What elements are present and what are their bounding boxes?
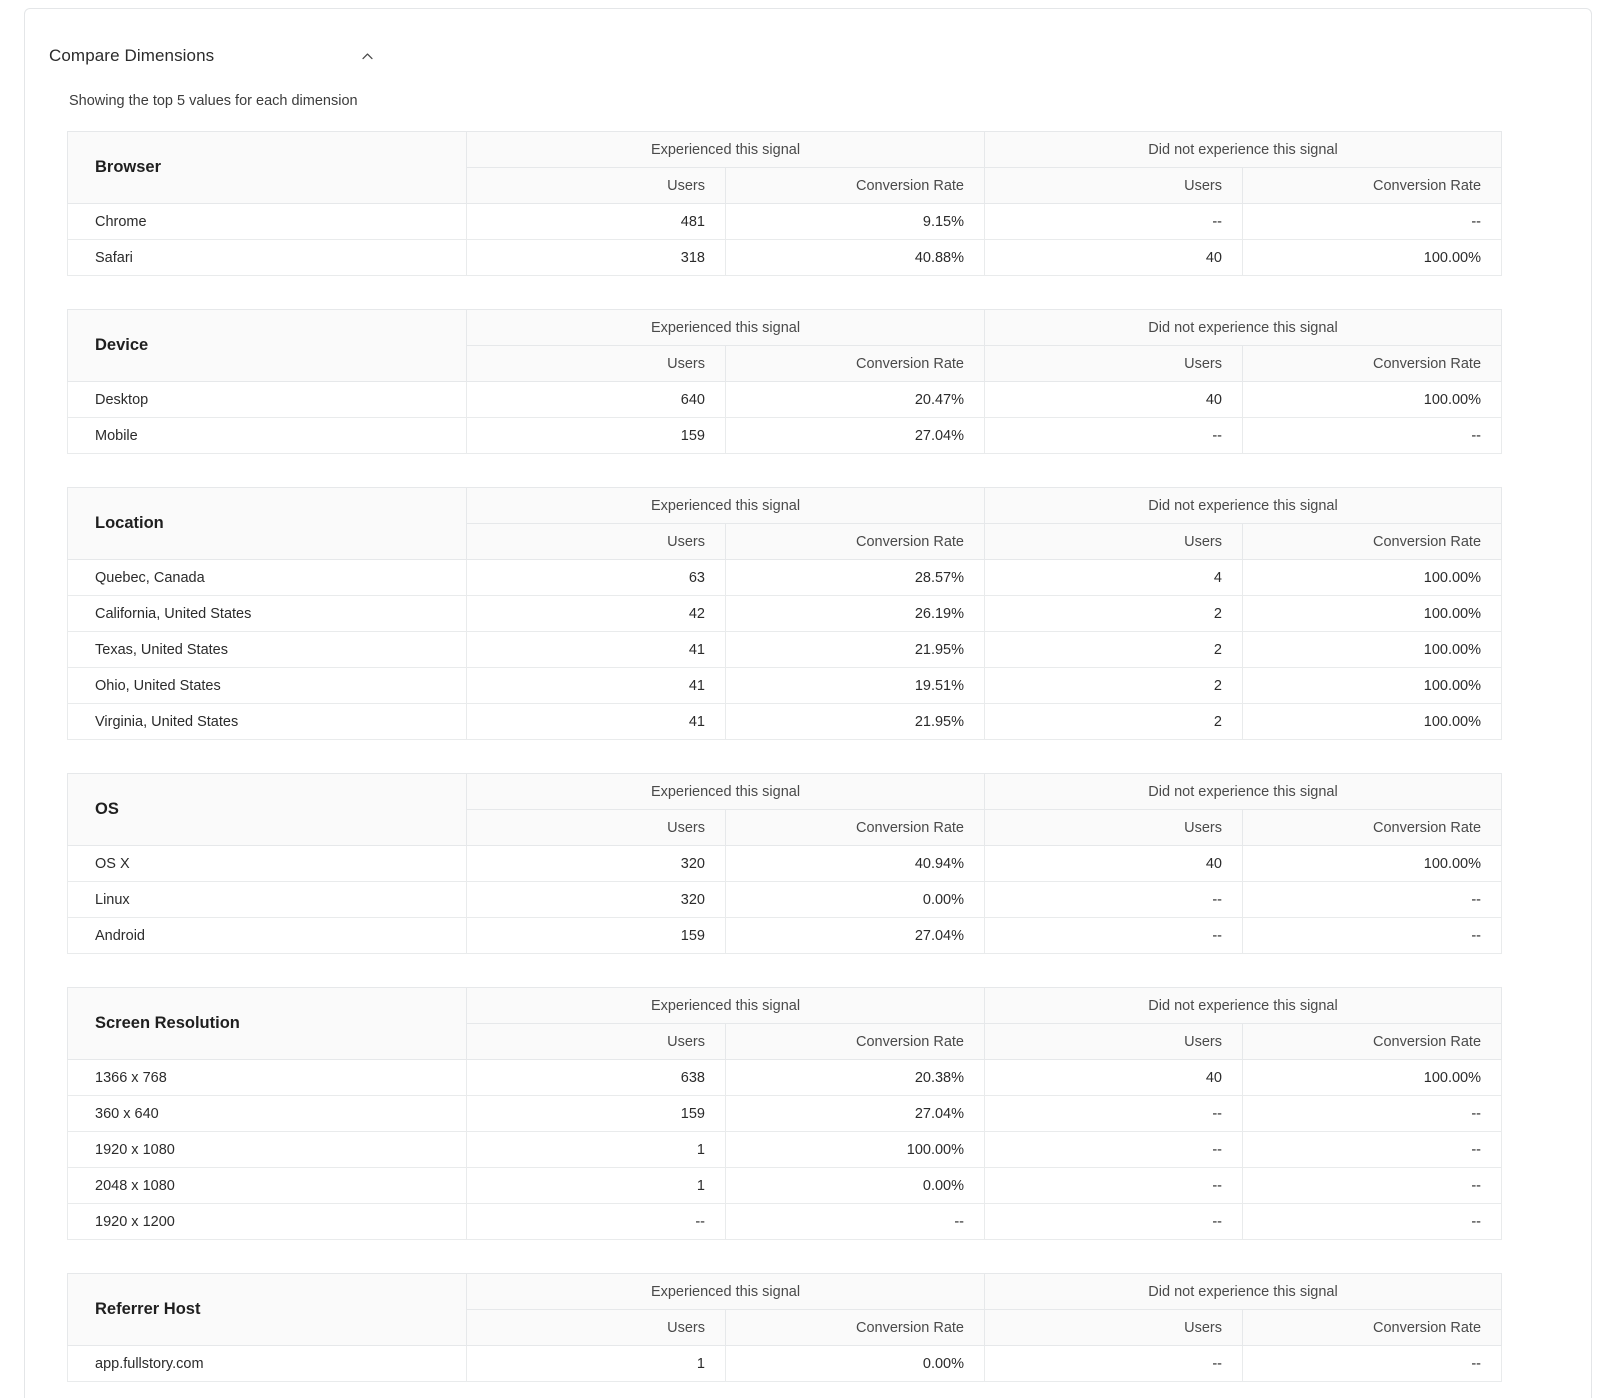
cell-rate-not-experienced: -- bbox=[1243, 882, 1502, 918]
cell-users-experienced: 1 bbox=[467, 1168, 726, 1204]
cell-users-experienced: 41 bbox=[467, 704, 726, 740]
row-label: Mobile bbox=[68, 418, 467, 454]
cell-users-experienced: 1 bbox=[467, 1132, 726, 1168]
cell-users-experienced: 1 bbox=[467, 1346, 726, 1382]
panel-subtitle: Showing the top 5 values for each dimension bbox=[69, 93, 358, 109]
cell-users-not-experienced: -- bbox=[985, 418, 1243, 454]
group-header-not-experienced: Did not experience this signal bbox=[985, 988, 1502, 1024]
row-label: 360 x 640 bbox=[68, 1096, 467, 1132]
group-header-not-experienced: Did not experience this signal bbox=[985, 488, 1502, 524]
cell-users-not-experienced: -- bbox=[985, 882, 1243, 918]
column-header-users-experienced: Users bbox=[467, 1310, 726, 1346]
row-label: 2048 x 1080 bbox=[68, 1168, 467, 1204]
cell-rate-experienced: 9.15% bbox=[726, 204, 985, 240]
group-header-experienced: Experienced this signal bbox=[467, 310, 985, 346]
column-header-rate-not-experienced: Conversion Rate bbox=[1243, 168, 1502, 204]
cell-users-not-experienced: 40 bbox=[985, 382, 1243, 418]
table-row[interactable] bbox=[68, 596, 1502, 632]
cell-rate-not-experienced: 100.00% bbox=[1243, 382, 1502, 418]
cell-rate-experienced: 21.95% bbox=[726, 632, 985, 668]
cell-users-experienced: 41 bbox=[467, 668, 726, 704]
cell-users-not-experienced: 40 bbox=[985, 1060, 1243, 1096]
row-label: Texas, United States bbox=[68, 632, 467, 668]
table-row[interactable] bbox=[68, 1096, 1502, 1132]
cell-rate-not-experienced: -- bbox=[1243, 1346, 1502, 1382]
chevron-up-icon[interactable] bbox=[354, 43, 380, 69]
compare-dimensions-panel bbox=[24, 8, 1592, 1398]
cell-rate-experienced: 0.00% bbox=[726, 1168, 985, 1204]
row-label: app.fullstory.com bbox=[68, 1346, 467, 1382]
cell-users-not-experienced: -- bbox=[985, 1168, 1243, 1204]
cell-rate-not-experienced: 100.00% bbox=[1243, 704, 1502, 740]
group-header-experienced: Experienced this signal bbox=[467, 774, 985, 810]
column-header-users-experienced: Users bbox=[467, 168, 726, 204]
cell-rate-not-experienced: 100.00% bbox=[1243, 632, 1502, 668]
cell-rate-experienced: 27.04% bbox=[726, 418, 985, 454]
column-header-users-not-experienced: Users bbox=[985, 810, 1243, 846]
column-header-rate-not-experienced: Conversion Rate bbox=[1243, 1310, 1502, 1346]
column-header-rate-not-experienced: Conversion Rate bbox=[1243, 524, 1502, 560]
cell-users-experienced: 159 bbox=[467, 1096, 726, 1132]
group-header-not-experienced: Did not experience this signal bbox=[985, 774, 1502, 810]
cell-rate-not-experienced: -- bbox=[1243, 918, 1502, 954]
row-label: 1366 x 768 bbox=[68, 1060, 467, 1096]
row-label: Linux bbox=[68, 882, 467, 918]
column-header-users-not-experienced: Users bbox=[985, 168, 1243, 204]
group-header-not-experienced: Did not experience this signal bbox=[985, 310, 1502, 346]
page-title: Compare Dimensions bbox=[49, 46, 215, 65]
dimension-title: OS bbox=[68, 774, 467, 846]
cell-rate-not-experienced: -- bbox=[1243, 1132, 1502, 1168]
cell-rate-experienced: 40.94% bbox=[726, 846, 985, 882]
cell-users-experienced: 63 bbox=[467, 560, 726, 596]
cell-users-experienced: 320 bbox=[467, 882, 726, 918]
table-row[interactable] bbox=[68, 204, 1502, 240]
cell-users-experienced: 159 bbox=[467, 418, 726, 454]
cell-users-not-experienced: -- bbox=[985, 204, 1243, 240]
cell-users-not-experienced: 2 bbox=[985, 704, 1243, 740]
cell-users-experienced: 159 bbox=[467, 918, 726, 954]
column-header-rate-not-experienced: Conversion Rate bbox=[1243, 346, 1502, 382]
column-header-rate-not-experienced: Conversion Rate bbox=[1243, 810, 1502, 846]
group-header-not-experienced: Did not experience this signal bbox=[985, 1274, 1502, 1310]
row-label: 1920 x 1200 bbox=[68, 1204, 467, 1240]
row-label: Chrome bbox=[68, 204, 467, 240]
cell-rate-not-experienced: 100.00% bbox=[1243, 668, 1502, 704]
cell-users-experienced: 640 bbox=[467, 382, 726, 418]
column-header-rate-experienced: Conversion Rate bbox=[726, 1024, 985, 1060]
column-header-users-not-experienced: Users bbox=[985, 1024, 1243, 1060]
dimension-tables bbox=[67, 131, 1549, 1382]
cell-rate-not-experienced: -- bbox=[1243, 1096, 1502, 1132]
column-header-users-experienced: Users bbox=[467, 524, 726, 560]
cell-users-experienced: 42 bbox=[467, 596, 726, 632]
table-row[interactable] bbox=[68, 1132, 1502, 1168]
table-row[interactable] bbox=[68, 1060, 1502, 1096]
dimension-table bbox=[67, 773, 1502, 954]
column-header-rate-experienced: Conversion Rate bbox=[726, 346, 985, 382]
table-row[interactable] bbox=[68, 1168, 1502, 1204]
cell-users-experienced: 320 bbox=[467, 846, 726, 882]
cell-rate-experienced: 27.04% bbox=[726, 1096, 985, 1132]
dimension-title: Referrer Host bbox=[68, 1274, 467, 1346]
cell-rate-not-experienced: 100.00% bbox=[1243, 846, 1502, 882]
group-header-experienced: Experienced this signal bbox=[467, 132, 985, 168]
cell-rate-not-experienced: 100.00% bbox=[1243, 560, 1502, 596]
column-header-rate-experienced: Conversion Rate bbox=[726, 524, 985, 560]
table-row[interactable] bbox=[68, 668, 1502, 704]
cell-rate-not-experienced: -- bbox=[1243, 1168, 1502, 1204]
chevron-up-glyph bbox=[361, 50, 374, 63]
cell-users-not-experienced: -- bbox=[985, 1346, 1243, 1382]
cell-users-not-experienced: 2 bbox=[985, 596, 1243, 632]
dimension-table bbox=[67, 1273, 1502, 1382]
cell-rate-not-experienced: -- bbox=[1243, 204, 1502, 240]
cell-users-not-experienced: 2 bbox=[985, 668, 1243, 704]
cell-rate-not-experienced: 100.00% bbox=[1243, 1060, 1502, 1096]
cell-users-not-experienced: 40 bbox=[985, 240, 1243, 276]
table-row[interactable] bbox=[68, 846, 1502, 882]
cell-users-not-experienced: -- bbox=[985, 918, 1243, 954]
cell-rate-experienced: 19.51% bbox=[726, 668, 985, 704]
cell-rate-experienced: 20.38% bbox=[726, 1060, 985, 1096]
column-header-rate-experienced: Conversion Rate bbox=[726, 168, 985, 204]
cell-rate-experienced: 21.95% bbox=[726, 704, 985, 740]
row-label: Desktop bbox=[68, 382, 467, 418]
cell-users-not-experienced: 4 bbox=[985, 560, 1243, 596]
dimension-title: Location bbox=[68, 488, 467, 560]
row-label: Ohio, United States bbox=[68, 668, 467, 704]
row-label: Quebec, Canada bbox=[68, 560, 467, 596]
dimension-title: Device bbox=[68, 310, 467, 382]
dimension-title: Browser bbox=[68, 132, 467, 204]
cell-users-not-experienced: -- bbox=[985, 1204, 1243, 1240]
cell-rate-experienced: 100.00% bbox=[726, 1132, 985, 1168]
cell-users-experienced: 41 bbox=[467, 632, 726, 668]
cell-rate-experienced: 28.57% bbox=[726, 560, 985, 596]
table-row[interactable] bbox=[68, 418, 1502, 454]
cell-users-experienced: -- bbox=[467, 1204, 726, 1240]
column-header-users-not-experienced: Users bbox=[985, 346, 1243, 382]
dimension-table bbox=[67, 487, 1502, 740]
column-header-rate-experienced: Conversion Rate bbox=[726, 810, 985, 846]
row-label: Safari bbox=[68, 240, 467, 276]
table-row[interactable] bbox=[68, 632, 1502, 668]
group-header-experienced: Experienced this signal bbox=[467, 988, 985, 1024]
column-header-users-experienced: Users bbox=[467, 810, 726, 846]
cell-rate-experienced: -- bbox=[726, 1204, 985, 1240]
group-header-not-experienced: Did not experience this signal bbox=[985, 132, 1502, 168]
row-label: 1920 x 1080 bbox=[68, 1132, 467, 1168]
dimension-title: Screen Resolution bbox=[68, 988, 467, 1060]
column-header-users-experienced: Users bbox=[467, 346, 726, 382]
column-header-users-not-experienced: Users bbox=[985, 524, 1243, 560]
cell-users-experienced: 318 bbox=[467, 240, 726, 276]
cell-rate-experienced: 27.04% bbox=[726, 918, 985, 954]
column-header-users-not-experienced: Users bbox=[985, 1310, 1243, 1346]
table-row[interactable] bbox=[68, 1204, 1502, 1240]
row-label: California, United States bbox=[68, 596, 467, 632]
table-row[interactable] bbox=[68, 918, 1502, 954]
cell-rate-not-experienced: 100.00% bbox=[1243, 240, 1502, 276]
cell-rate-experienced: 0.00% bbox=[726, 1346, 985, 1382]
row-label: Android bbox=[68, 918, 467, 954]
table-row[interactable] bbox=[68, 240, 1502, 276]
panel-header bbox=[25, 9, 1591, 69]
column-header-rate-experienced: Conversion Rate bbox=[726, 1310, 985, 1346]
table-row[interactable] bbox=[68, 382, 1502, 418]
cell-users-experienced: 481 bbox=[467, 204, 726, 240]
column-header-users-experienced: Users bbox=[467, 1024, 726, 1060]
cell-users-not-experienced: -- bbox=[985, 1132, 1243, 1168]
row-label: Virginia, United States bbox=[68, 704, 467, 740]
dimension-table bbox=[67, 987, 1502, 1240]
table-row[interactable] bbox=[68, 1346, 1502, 1382]
column-header-rate-not-experienced: Conversion Rate bbox=[1243, 1024, 1502, 1060]
table-row[interactable] bbox=[68, 882, 1502, 918]
cell-users-not-experienced: 2 bbox=[985, 632, 1243, 668]
group-header-experienced: Experienced this signal bbox=[467, 1274, 985, 1310]
cell-rate-not-experienced: -- bbox=[1243, 1204, 1502, 1240]
group-header-experienced: Experienced this signal bbox=[467, 488, 985, 524]
dimension-table bbox=[67, 309, 1502, 454]
cell-rate-experienced: 0.00% bbox=[726, 882, 985, 918]
cell-rate-not-experienced: 100.00% bbox=[1243, 596, 1502, 632]
table-row[interactable] bbox=[68, 704, 1502, 740]
cell-users-not-experienced: -- bbox=[985, 1096, 1243, 1132]
cell-users-not-experienced: 40 bbox=[985, 846, 1243, 882]
cell-rate-experienced: 20.47% bbox=[726, 382, 985, 418]
row-label: OS X bbox=[68, 846, 467, 882]
cell-rate-experienced: 26.19% bbox=[726, 596, 985, 632]
table-row[interactable] bbox=[68, 560, 1502, 596]
cell-rate-not-experienced: -- bbox=[1243, 418, 1502, 454]
dimension-table bbox=[67, 131, 1502, 276]
cell-users-experienced: 638 bbox=[467, 1060, 726, 1096]
cell-rate-experienced: 40.88% bbox=[726, 240, 985, 276]
